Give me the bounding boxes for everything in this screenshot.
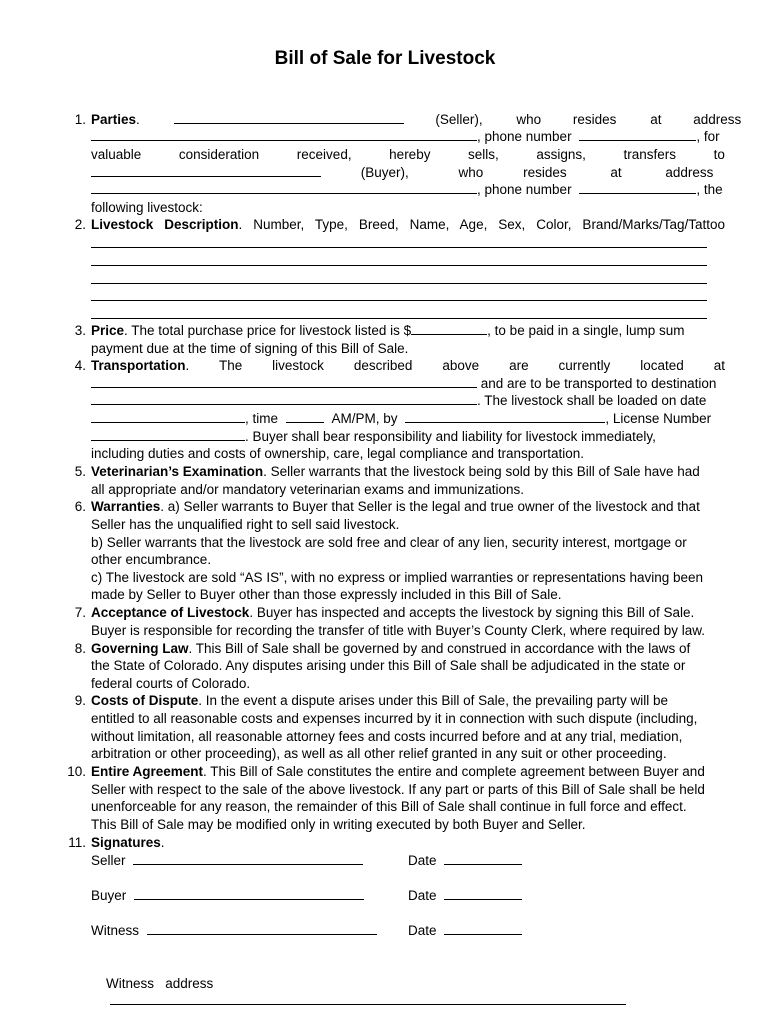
word: above	[442, 358, 480, 373]
seller-address-field[interactable]	[91, 128, 477, 141]
witness-signature-row	[91, 922, 377, 939]
costs-line-2: entitled to all reasonable costs and expenses incurred by it in connection with such dispute (including,	[91, 711, 698, 726]
seller-date-field[interactable]	[444, 852, 522, 865]
word: resides	[523, 165, 567, 180]
load-date-field[interactable]	[91, 410, 245, 423]
costs-line-3: without limitation, all reasonable attorney fees and costs incurred before and at any trial, mediation,	[91, 729, 683, 744]
word: at	[713, 358, 725, 373]
label-date: Date	[408, 853, 437, 868]
section-heading: Veterinarian’s Examination	[91, 464, 264, 479]
word: described	[353, 358, 413, 373]
costs-line-1	[91, 692, 725, 709]
costs-line-4: arbitration or other proceeding), as well as all other relief granted in any suit or other proceeding.	[91, 746, 667, 761]
section-number: 9.	[74, 693, 86, 708]
price-line-1	[91, 322, 725, 339]
law-line-3: federal courts of Colorado.	[91, 676, 251, 691]
warranties-line-3: b) Seller warrants that the livestock are sold free and clear of any lien, security interest, mortgage or	[91, 535, 687, 550]
label-license: , License Number	[605, 411, 712, 426]
destination-field[interactable]	[91, 392, 477, 405]
buyer-phone-field[interactable]	[579, 181, 696, 194]
entire-line-2: Seller with respect to the sale of the above livestock. If any part or parts of this Bill of Sale shall be held	[91, 782, 705, 797]
law-line-1	[91, 640, 725, 657]
costs-text: . In the event a dispute arises under this Bill of Sale, the prevailing party will be	[198, 693, 669, 708]
transportation-text: . Buyer shall bear responsibility and liability for livestock immediately,	[245, 429, 656, 444]
description-field-line[interactable]	[91, 283, 707, 284]
parties-line-2	[91, 128, 725, 145]
transportation-line-2	[91, 375, 725, 392]
section-heading: Parties	[91, 112, 137, 127]
entire-line-4: This Bill of Sale may be modified only in writing executed by both Buyer and Seller.	[91, 817, 586, 832]
law-line-2: the State of Colorado. Any disputes arising under this Bill of Sale shall be adjudicated in the state or	[91, 658, 686, 673]
label-phone: , phone number	[477, 129, 572, 144]
entire-line-1	[91, 763, 725, 780]
law-text: . This Bill of Sale shall be governed by and construed in accordance with the laws of	[188, 641, 691, 656]
section-number: 10.	[67, 764, 86, 779]
transportation-line-4	[91, 410, 725, 427]
word: hereby	[389, 147, 431, 162]
warranties-text: . a) Seller warrants to Buyer that Seller is the legal and true owner of the livestock and that	[160, 499, 700, 514]
section-heading: Price	[91, 323, 125, 338]
entire-line-3: unenforceable for any reason, the remainder of this Bill of Sale shall continue in full force and effect.	[91, 799, 687, 814]
word: consideration	[178, 147, 260, 162]
label-witness-address: Witness address	[106, 976, 214, 991]
label-date: Date	[408, 888, 437, 903]
description-text: . Number, Type, Breed, Name, Age, Sex, Color, Brand/Marks/Tag/Tattoo	[238, 217, 726, 232]
section-number: 7.	[74, 605, 86, 620]
parties-line-1: Parties. (Seller), who resides at address	[91, 112, 742, 127]
buyer-signature-field[interactable]	[134, 887, 364, 900]
label-seller: (Seller),	[435, 112, 483, 127]
acceptance-line-2: Buyer is responsible for recording the transfer of title with Buyer’s County Clerk, where required by law.	[91, 623, 706, 638]
price-line-2: payment due at the time of signing of this Bill of Sale.	[91, 341, 409, 356]
description-field-line[interactable]	[91, 247, 707, 248]
section-number: 5.	[74, 464, 86, 479]
price-text: . The total purchase price for livestock listed is $	[124, 323, 412, 338]
heading-period: .	[160, 835, 165, 850]
transportation-line-3	[91, 392, 725, 409]
buyer-date-row	[408, 887, 522, 904]
warranties-line-2: Seller has the unqualified right to sell said livestock.	[91, 517, 400, 532]
transportation-text: and are to be transported to destination	[480, 376, 717, 391]
word: , for	[696, 129, 720, 144]
current-location-field[interactable]	[91, 375, 477, 388]
parties-line-3	[91, 146, 725, 163]
warranties-line-6: made by Seller to Buyer other than those expressly included in this Bill of Sale.	[91, 587, 562, 602]
word: , the	[696, 182, 723, 197]
buyer-name-field[interactable]	[91, 164, 321, 177]
acceptance-line-1	[91, 604, 725, 621]
witness-address-field[interactable]	[110, 992, 626, 1005]
description-line-1	[91, 216, 725, 233]
witness-signature-field[interactable]	[147, 922, 377, 935]
label-time: , time	[245, 411, 279, 426]
section-number: 11.	[68, 835, 86, 850]
label-phone: , phone number	[477, 182, 572, 197]
price-amount-field[interactable]	[411, 322, 487, 335]
license-number-field[interactable]	[91, 428, 245, 441]
warranties-line-1	[91, 498, 725, 515]
word: valuable	[91, 147, 142, 162]
seller-signature-field[interactable]	[133, 852, 363, 865]
buyer-address-field[interactable]	[91, 181, 477, 194]
word: The	[218, 358, 243, 373]
label-seller-signature: Seller	[91, 853, 126, 868]
seller-signature-row	[91, 852, 363, 869]
transportation-line-5	[91, 428, 725, 445]
section-number: 4.	[74, 358, 86, 373]
document-title: Bill of Sale for Livestock	[274, 48, 496, 69]
word: address	[665, 165, 714, 180]
word: to	[713, 147, 725, 162]
section-heading: Acceptance of Livestock	[91, 605, 250, 620]
witness-date-row	[408, 922, 522, 939]
section-heading: Transportation	[91, 358, 186, 373]
label-witness-signature: Witness	[91, 923, 140, 938]
seller-date-row	[408, 852, 522, 869]
label-buyer: (Buyer),	[360, 165, 409, 180]
vet-line-1	[91, 463, 725, 480]
section-number: 8.	[74, 641, 86, 656]
witness-address-row	[91, 958, 626, 1026]
section-number: 3.	[74, 323, 86, 338]
transportation-text: . The livestock shall be loaded on date	[477, 393, 707, 408]
description-field-line[interactable]	[91, 318, 707, 319]
parties-line-4	[91, 164, 725, 181]
warranties-line-5: c) The livestock are sold “AS IS”, with no express or implied warranties or representations having been	[91, 570, 704, 585]
word: transfers	[623, 147, 677, 162]
parties-line-6: following livestock:	[91, 200, 203, 215]
section-number: 2.	[74, 217, 86, 232]
load-time-field[interactable]	[286, 410, 324, 423]
label-ampm-by: AM/PM, by	[331, 411, 398, 426]
vet-line-2: all appropriate and/or mandatory veterinarian exams and immunizations.	[91, 482, 524, 497]
description-field-line[interactable]	[91, 300, 707, 301]
label-date: Date	[408, 923, 437, 938]
section-number: 1.	[74, 112, 86, 127]
buyer-date-field[interactable]	[444, 887, 522, 900]
word: livestock	[272, 358, 324, 373]
word: at	[610, 165, 622, 180]
seller-phone-field[interactable]	[579, 128, 696, 141]
section-heading: Costs of Dispute	[91, 693, 199, 708]
transporter-field[interactable]	[405, 410, 605, 423]
word: who	[458, 165, 484, 180]
word: resides	[572, 112, 617, 127]
entire-text: . This Bill of Sale constitutes the entire and complete agreement between Buyer and	[203, 764, 705, 779]
word: at	[650, 112, 662, 127]
warranties-line-4: other encumbrance.	[91, 552, 212, 567]
word: assigns,	[536, 147, 586, 162]
buyer-signature-row	[91, 887, 364, 904]
section-number: 6.	[74, 499, 86, 514]
section-heading: Entire Agreement	[91, 764, 204, 779]
transportation-line-6: including duties and costs of ownership, care, legal compliance and transportation.	[91, 446, 585, 461]
price-text: , to be paid in a single, lump sum	[487, 323, 685, 338]
seller-name-field[interactable]	[174, 111, 404, 124]
word: address	[693, 112, 742, 127]
description-field-line[interactable]	[91, 265, 707, 266]
vet-text: . Seller warrants that the livestock being sold by this Bill of Sale have had	[263, 464, 700, 479]
word: who	[516, 112, 542, 127]
acceptance-text: . Buyer has inspected and accepts the livestock by signing this Bill of Sale.	[249, 605, 695, 620]
section-heading: Governing Law	[91, 641, 189, 656]
word: currently	[558, 358, 611, 373]
word: sells,	[468, 147, 499, 162]
witness-date-field[interactable]	[444, 922, 522, 935]
word: located	[640, 358, 684, 373]
word: received,	[296, 147, 352, 162]
label-buyer-signature: Buyer	[91, 888, 127, 903]
signatures-heading-line	[91, 834, 725, 851]
parties-line-5	[91, 181, 725, 198]
section-heading: Livestock Description	[91, 217, 239, 232]
word: are	[509, 358, 529, 373]
transportation-line-1: Transportation. The livestock described above are currently located at	[91, 358, 725, 373]
section-heading: Signatures	[91, 835, 161, 850]
section-heading: Warranties	[91, 499, 161, 514]
